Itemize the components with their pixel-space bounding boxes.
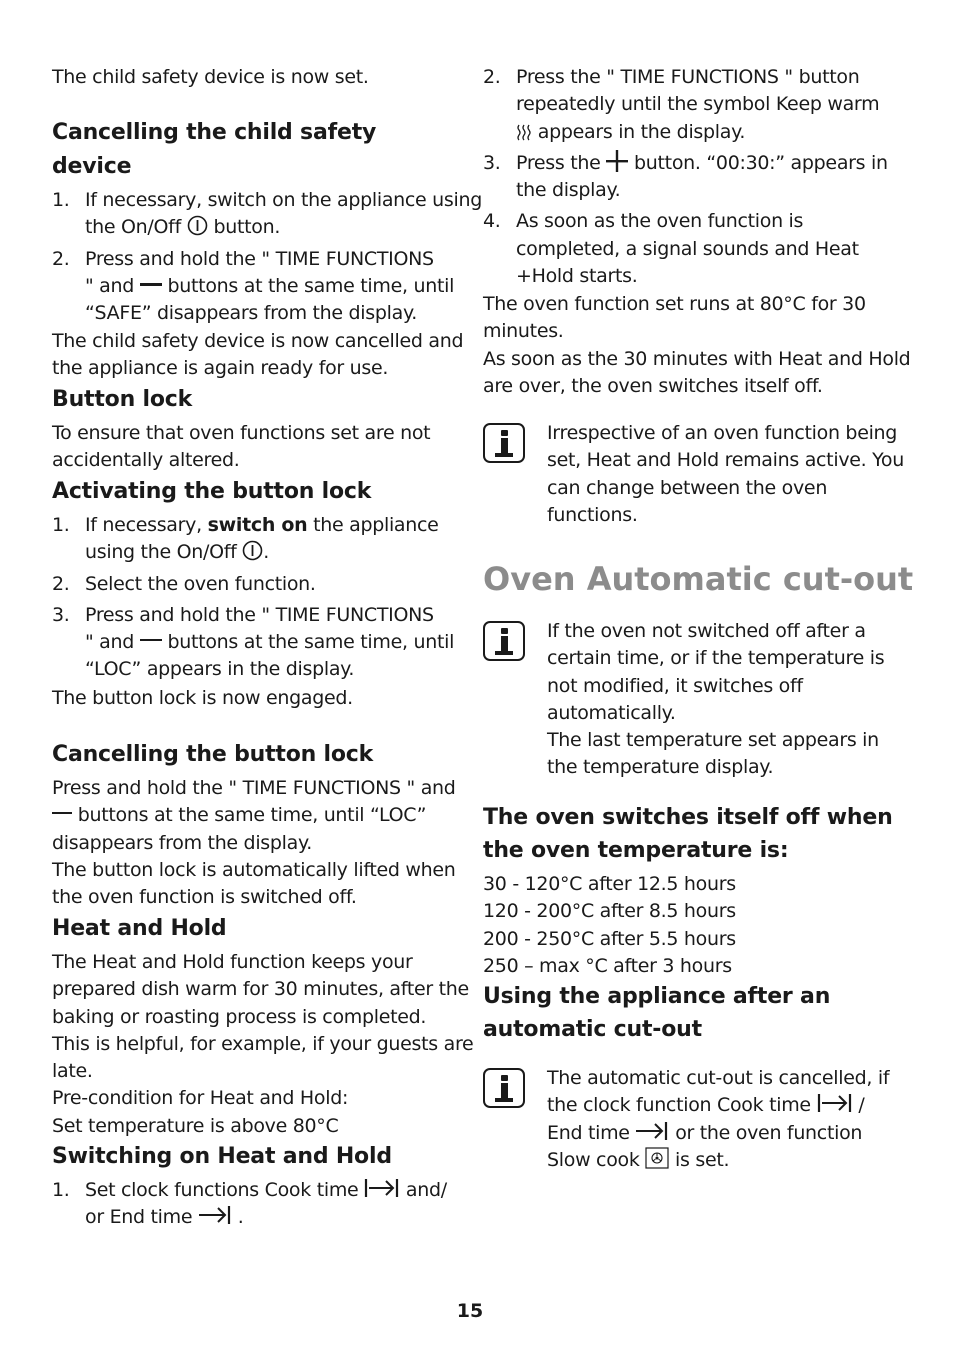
step-text: repeatedly until the symbol Keep warm [516, 93, 880, 116]
text-line: the temperature display. [547, 756, 774, 779]
text-line: End time [547, 1121, 630, 1144]
text-line: not modified, it switches off [547, 674, 803, 697]
info-note-1 [483, 420, 904, 530]
step-number: 2. [52, 247, 70, 270]
text-line: minutes. [483, 320, 564, 343]
cancel-child-heading-2: device [52, 154, 132, 179]
list-item [52, 246, 482, 328]
step-text: If necessary, switch on the appliance using [85, 189, 483, 211]
step-text: “SAFE” disappears from the display. [85, 302, 417, 325]
minus-icon [140, 278, 162, 290]
cutout-times [483, 871, 736, 980]
list-item [483, 150, 888, 205]
list-item: 120 - 200°C after 8.5 hours [483, 900, 736, 923]
text-line: set, Heat and Hold remains active. You [547, 449, 904, 472]
step-number: 1. [52, 189, 70, 211]
cancel-child-heading-1: Cancelling the child safety [52, 120, 377, 145]
keep-warm-icon [516, 123, 532, 141]
text-line: the clock function Cook time [547, 1094, 811, 1117]
list-item: 250 – max °C after 3 hours [483, 954, 732, 977]
text-line: or the oven function [675, 1121, 863, 1144]
text-line: are over, the oven switches itself off. [483, 374, 823, 397]
step-text: +Hold starts. [516, 265, 638, 288]
text-line: The button lock is automatically lifted when [52, 858, 456, 881]
info-note-2 [483, 618, 893, 788]
heat-hold-info [483, 291, 910, 400]
cancel-child-steps [52, 187, 482, 327]
info-note-text [547, 1065, 889, 1174]
step-number: 2. [52, 572, 70, 595]
list-item [483, 64, 888, 146]
heat-hold-steps [483, 64, 888, 290]
step-text: Select the oven function. [85, 572, 316, 595]
text-line: is set. [675, 1148, 730, 1171]
text-line: The automatic cut-out is cancelled, if [547, 1067, 890, 1089]
text-line: Irrespective of an oven function being [547, 422, 898, 444]
intro-text: The child safety device is now set. [52, 66, 369, 88]
text-line: prepared dish warm for 30 minutes, after the [52, 978, 469, 1001]
result-line: the appliance is again ready for use. [52, 357, 389, 380]
slow-cook-icon [645, 1147, 669, 1169]
step-text: If necessary, [85, 514, 202, 536]
text-line: The last temperature set appears in [547, 729, 879, 752]
step-text: . [237, 1206, 244, 1229]
activate-lock-steps [52, 512, 454, 684]
heat-hold-text [52, 949, 473, 1140]
step-text: the On/Off [85, 216, 181, 239]
cancel-lock-heading: Cancelling the button lock [52, 742, 374, 767]
list-item [52, 602, 454, 684]
list-item: 30 - 120°C after 12.5 hours [483, 873, 736, 895]
list-item [52, 1177, 447, 1232]
step-text: button. “00:30:” appears in [634, 151, 888, 174]
text-line: / [858, 1094, 865, 1117]
text-line: the oven function is switched off. [52, 886, 357, 909]
cancel-child-result [52, 328, 463, 383]
step-text: Press and hold the " TIME FUNCTIONS [85, 603, 434, 626]
step-text: appears in the display. [537, 120, 746, 143]
after-cutout-heading-1: Using the appliance after an [483, 984, 831, 1009]
step-text: the display. [516, 179, 621, 202]
after-cutout-heading-2: automatic cut-out [483, 1017, 702, 1042]
text-line: accidentally altered. [52, 449, 240, 472]
step-text: Press the [516, 151, 601, 174]
text-line: The Heat and Hold function keeps your [52, 951, 413, 973]
text-line: Press and hold the " TIME FUNCTIONS " and [52, 777, 456, 799]
text-line: If the oven not switched off after a [547, 620, 866, 642]
info-icon [483, 1068, 525, 1108]
text-line: automatically. [547, 701, 676, 724]
step-number: 4. [483, 210, 501, 233]
step-text: the appliance [313, 514, 439, 536]
cook-time-icon [817, 1092, 853, 1114]
text-line: functions. [547, 503, 638, 526]
step-text: " and [85, 631, 135, 654]
page-number: 15 [456, 1300, 484, 1322]
text-line: can change between the oven [547, 476, 828, 499]
step-number: 1. [52, 514, 70, 536]
text-line: As soon as the 30 minutes with Heat and Hold [483, 347, 911, 370]
step-number: 3. [52, 603, 70, 626]
text-line: disappears from the display. [52, 831, 312, 854]
info-note-text [547, 420, 904, 529]
step-text: or End time [85, 1206, 193, 1229]
step-text: and/ [405, 1179, 447, 1201]
list-item [483, 208, 888, 290]
end-time-icon [635, 1120, 669, 1142]
text-line: Set temperature is above 80°C [52, 1114, 339, 1137]
list-item [52, 187, 482, 242]
plus-icon [606, 150, 628, 172]
step-text: Press the " TIME FUNCTIONS " button [516, 66, 860, 88]
step-text: using the On/Off [85, 541, 237, 564]
text-line: The oven function set runs at 80°C for 30 [483, 293, 866, 315]
step-number: 3. [483, 151, 501, 174]
button-lock-text [52, 420, 430, 475]
step-bold-text: switch on [207, 514, 308, 536]
list-item: 200 - 250°C after 5.5 hours [483, 927, 736, 950]
step-text: button. [213, 216, 281, 239]
switch-off-heading-1: The oven switches itself off when [483, 805, 893, 830]
text-line: certain time, or if the temperature is [547, 647, 885, 670]
step-text: . [263, 541, 270, 564]
switch-off-heading-2: the oven temperature is: [483, 838, 789, 863]
result-line: The child safety device is now cancelled and [52, 330, 464, 352]
info-icon [483, 423, 525, 463]
switch-on-steps [52, 1177, 447, 1232]
power-icon [242, 540, 263, 561]
end-time-icon [198, 1204, 232, 1226]
minus-icon [52, 807, 72, 819]
minus-icon [140, 634, 162, 646]
step-text: Press and hold the " TIME FUNCTIONS [85, 247, 434, 270]
list-item [52, 512, 454, 567]
step-text: As soon as the oven function is [516, 210, 804, 233]
button-lock-heading: Button lock [52, 387, 193, 412]
cook-time-icon [364, 1177, 400, 1199]
info-note-3 [483, 1065, 893, 1177]
text-line: baking or roasting process is completed. [52, 1005, 427, 1028]
cancel-lock-text [52, 775, 456, 911]
switch-on-heading: Switching on Heat and Hold [52, 1144, 392, 1169]
step-text: completed, a signal sounds and Heat [516, 237, 859, 260]
text-line: Slow cook [547, 1148, 640, 1171]
heat-hold-heading: Heat and Hold [52, 916, 227, 941]
step-number: 1. [52, 1179, 70, 1201]
step-number: 2. [483, 66, 501, 88]
list-item [52, 571, 454, 598]
step-text: buttons at the same time, until [167, 631, 455, 654]
activate-lock-heading: Activating the button lock [52, 479, 372, 504]
text-line: late. [52, 1060, 93, 1083]
step-text: " and [85, 274, 135, 297]
info-note-text [547, 618, 884, 782]
activate-lock-result: The button lock is now engaged. [52, 687, 353, 709]
section-title: Oven Automatic cut-out [483, 560, 914, 598]
step-text: “LOC” appears in the display. [85, 658, 355, 681]
step-text: Set clock functions Cook time [85, 1179, 359, 1201]
info-icon [483, 621, 525, 661]
step-text: buttons at the same time, until [167, 274, 455, 297]
power-icon [187, 215, 208, 236]
text-line: buttons at the same time, until “LOC” [77, 804, 427, 827]
text-line: Pre-condition for Heat and Hold: [52, 1087, 349, 1110]
text-line: This is helpful, for example, if your guests are [52, 1032, 474, 1055]
text-line: To ensure that oven functions set are not [52, 422, 431, 444]
